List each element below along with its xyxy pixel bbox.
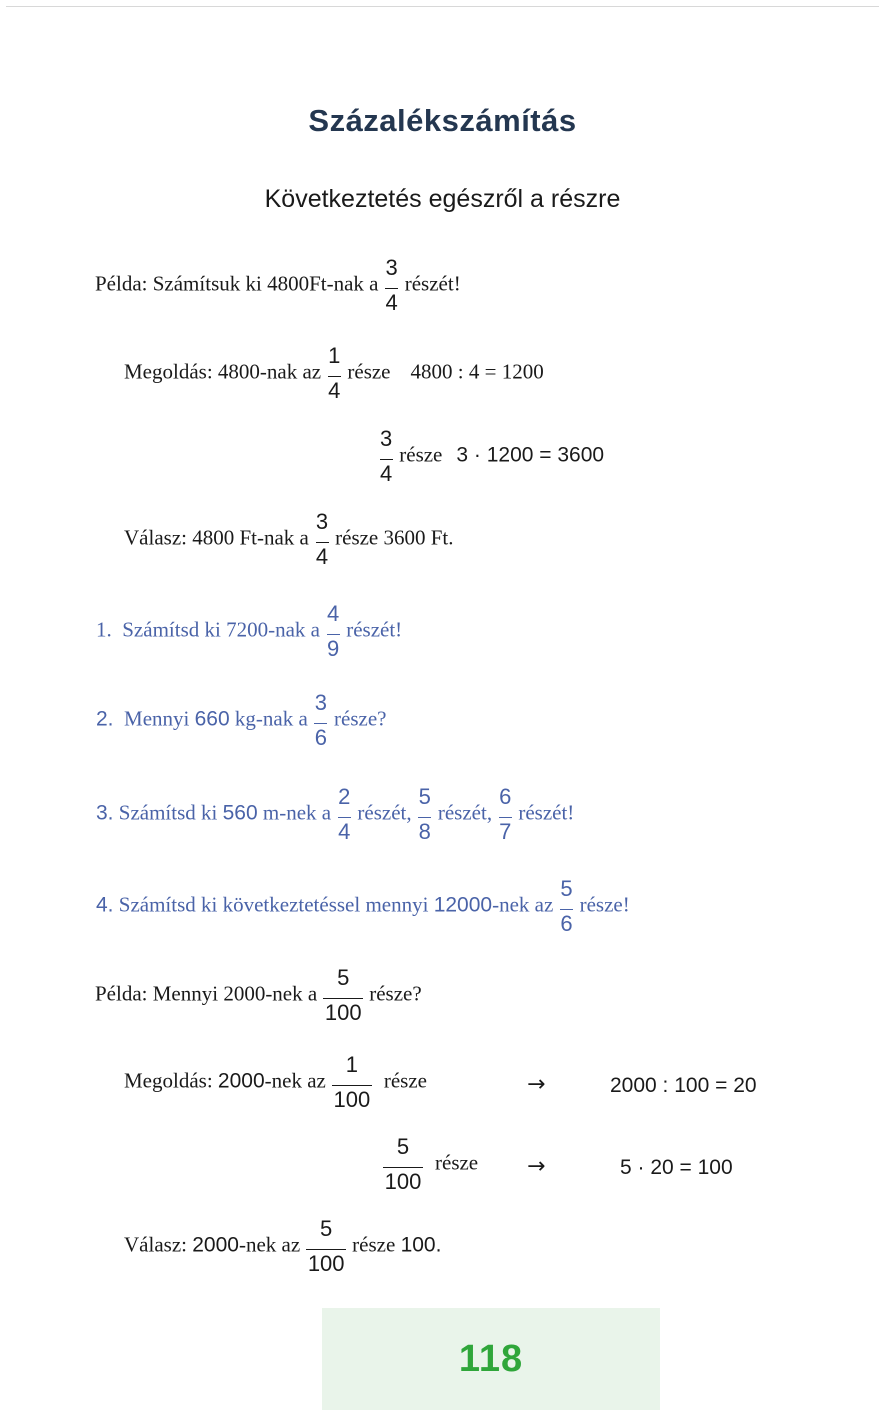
fraction: $\frac{5}{6}$: [560, 876, 573, 936]
solution-2-line-1: Megoldás: 2000-nek az $\frac{1}{100}$ része: [124, 1052, 427, 1112]
fraction: $\frac{3}{6}$: [314, 690, 328, 750]
calc-text: 4800 : 4 = 1200: [410, 359, 544, 384]
fraction: $\frac{4}{9}$: [326, 601, 340, 661]
fraction: $\frac{6}{7}$: [499, 784, 512, 844]
fraction: $\frac{1}{100}$: [333, 1052, 371, 1112]
fraction: $\frac{5}{100}$: [384, 1134, 422, 1194]
calc-text: 5 · 20 = 100: [620, 1156, 733, 1179]
fraction: $\frac{3}{4}$: [385, 255, 398, 315]
solution-2-answer: Válasz: 2000-nek az $\frac{5}{100}$ része 100.: [124, 1216, 442, 1276]
page-number-box: [322, 1308, 660, 1410]
fraction: $\frac{3}{4}$: [380, 426, 393, 486]
section-subtitle: Következtetés egészről a részre: [264, 185, 621, 213]
example-1: [95, 257, 461, 314]
fraction: $\frac{5}{100}$: [324, 965, 362, 1025]
solution-1-answer: Válasz: 4800 Ft-nak a $\frac{3}{4}$ része 3600 Ft.: [124, 509, 454, 569]
fraction: $\frac{2}{4}$: [338, 784, 351, 844]
arrow-right-icon: →: [527, 1072, 546, 1097]
example-2: Példa: Mennyi 2000-nek a $\frac{5}{100}$ része?: [95, 965, 422, 1025]
calc-text: 2000 : 100 = 20: [610, 1074, 757, 1097]
fraction: $\frac{5}{100}$: [307, 1216, 345, 1276]
page-number: 118: [458, 1337, 524, 1380]
exercise-4: 4. Számítsd ki következtetéssel mennyi 12000-nek az $\frac{5}{6}$ része!: [96, 876, 630, 936]
solution-1-line-2: $\frac{3}{4}$ része 3 · 1200 = 3600: [380, 426, 605, 486]
fraction: $\frac{5}{8}$: [418, 784, 431, 844]
solution-1-line-1: Megoldás: 4800-nak az $\frac{1}{4}$ része 4800 : 4 = 1200: [124, 343, 544, 403]
example-1-suffix: részét!: [404, 271, 461, 296]
arrow-right-icon: →: [527, 1154, 546, 1179]
exercise-3: 3. Számítsd ki 560 m-nek a $\frac{2}{4}$ részét, $\frac{5}{8}$ részét, $\frac{6}{7}$ részét!: [96, 784, 575, 844]
exercise-1: 1. Számítsd ki 7200-nak a $\frac{4}{9}$ részét!: [96, 601, 403, 661]
calc-text: 3 · 1200 = 3600: [456, 443, 605, 467]
fraction: $\frac{3}{4}$: [315, 509, 329, 569]
example-1-prefix: Példa: Számítsuk ki 4800Ft-nak a: [95, 271, 379, 296]
solution-2-line-2: $\frac{5}{100}$ része: [384, 1134, 479, 1194]
exercise-2: 2. Mennyi 660 kg-nak a $\frac{3}{6}$ része?: [96, 690, 387, 750]
fraction: $\frac{1}{4}$: [328, 343, 341, 403]
page-title: Százalékszámítás: [308, 103, 577, 138]
